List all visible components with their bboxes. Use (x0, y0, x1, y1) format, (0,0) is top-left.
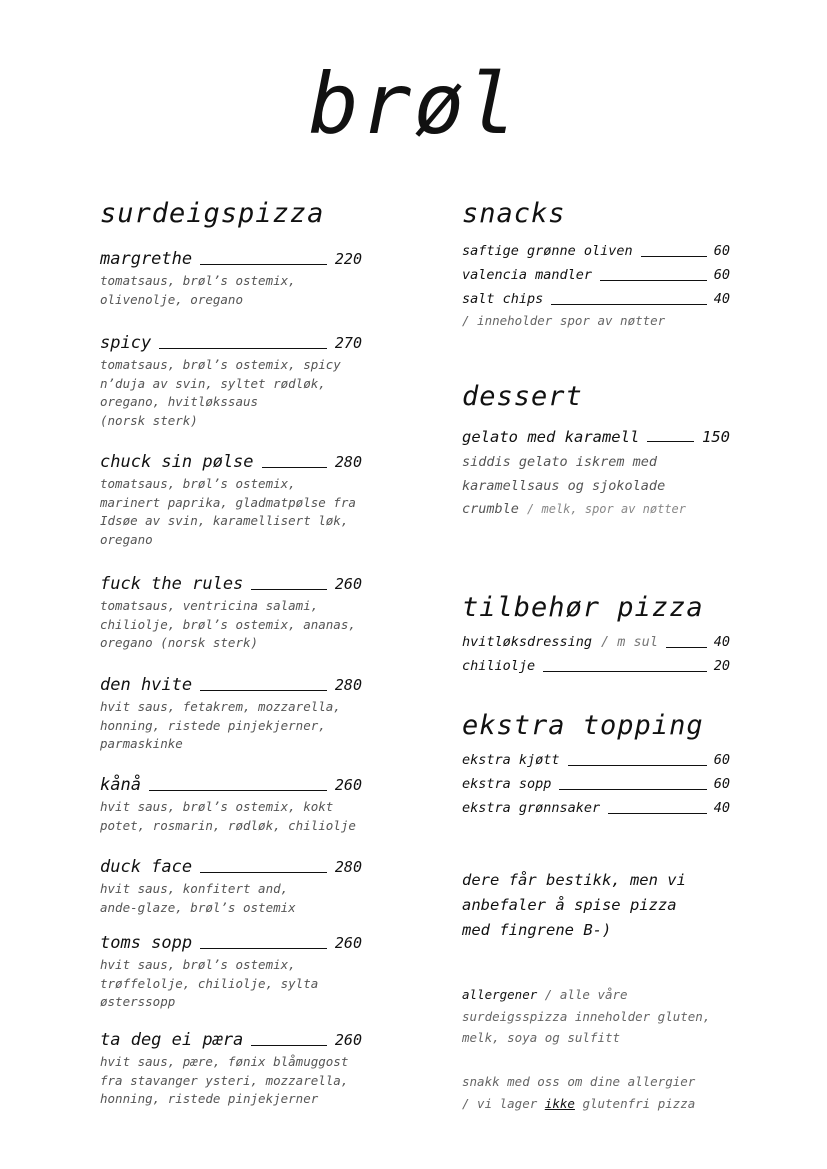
topping-price: 60 (713, 776, 730, 792)
snack-item (462, 290, 730, 308)
dessert-desc-line: siddis gelato iskrem med (462, 454, 658, 470)
pizza-item (100, 933, 362, 1012)
topping-name: ekstra kjøtt (462, 752, 560, 768)
side-item (462, 633, 730, 651)
snack-price: 40 (713, 291, 730, 307)
leader-line (568, 765, 707, 766)
dessert-desc-line: crumble (462, 501, 519, 517)
snack-item (462, 242, 730, 260)
pizza-description: tomatsaus, brøl’s ostemix, spicy n’duja av svin, syltet rødløk, oregano, hvitløkssaus (norsk sterk) (100, 357, 341, 429)
pizza-item (100, 675, 362, 754)
pizza-item (100, 574, 362, 653)
dessert-desc-line: karamellsaus og sjokolade (462, 477, 666, 494)
pizza-item (100, 333, 362, 431)
dessert-name: gelato med karamell (462, 428, 640, 446)
allergen-text: / vi lager (462, 1095, 538, 1111)
pizza-item (100, 452, 362, 550)
leader-line (262, 467, 327, 468)
allergen-text: snakk med oss om dine allergier (462, 1074, 696, 1089)
topping-name: ekstra sopp (462, 776, 552, 792)
allergy-contact (462, 1071, 730, 1114)
topping-name: ekstra grønnsaker (462, 800, 601, 816)
side-name: hvitløksdressing (462, 634, 593, 650)
allergen-text: melk, soya og sulfitt (462, 1030, 621, 1045)
dessert-allergy-note: / melk, spor av nøtter (527, 502, 686, 516)
snack-name: valencia mandler (462, 267, 593, 283)
pizza-description: hvit saus, konfitert and, ande-glaze, brøl’s ostemix (100, 881, 296, 915)
pizza-description: tomatsaus, ventricina salami, chiliolje, brøl’s ostemix, ananas, oregano (norsk sterk) (100, 598, 356, 651)
snack-name: salt chips (462, 291, 544, 307)
leader-line (251, 1045, 327, 1046)
leader-line (200, 948, 327, 949)
pizza-item (100, 249, 362, 309)
snack-price: 60 (713, 243, 730, 259)
pizza-price: 270 (334, 334, 362, 352)
leader-line (200, 264, 327, 265)
leader-line (149, 790, 327, 791)
snack-name: saftige grønne oliven (462, 243, 633, 259)
pizza-name: ta deg ei pæra (100, 1030, 244, 1050)
pizza-name: duck face (100, 857, 193, 877)
pizza-name: fuck the rules (100, 574, 244, 594)
pizza-price: 260 (334, 575, 362, 593)
pizza-description: hvit saus, pære, fønix blåmuggost fra stavanger ysteri, mozzarella, honning, ristede pinjekjerner (100, 1054, 349, 1107)
leader-line (251, 589, 327, 590)
pizza-description: hvit saus, brøl’s ostemix, trøffelolje, chiliolje, sylta østerssopp (100, 957, 319, 1010)
pizza-description: hvit saus, fetakrem, mozzarella, honning, ristede pinjekjerner, parmaskinke (100, 699, 341, 752)
leader-line (551, 304, 706, 305)
side-name: chiliolje (462, 658, 536, 674)
allergen-text: surdeigsspizza inneholder gluten, (462, 1008, 711, 1024)
section-title-tilbehor: tilbehør pizza (462, 592, 704, 623)
pizza-price: 280 (334, 858, 362, 876)
leader-line (159, 348, 327, 349)
pizza-price: 280 (334, 676, 362, 694)
pizza-name: margrethe (100, 249, 193, 269)
pizza-price: 220 (334, 250, 362, 268)
pizza-price: 260 (334, 1031, 362, 1049)
pizza-name: den hvite (100, 675, 193, 695)
topping-price: 60 (713, 752, 730, 768)
closing-message (462, 868, 730, 943)
pizza-name: spicy (100, 333, 152, 353)
pizza-description: tomatsaus, brøl’s ostemix, olivenolje, oregano (100, 273, 296, 307)
snacks-allergy-note: / inneholder spor av nøtter (462, 313, 666, 328)
topping-item (462, 775, 730, 793)
pizza-name: toms sopp (100, 933, 193, 953)
dessert-price: 150 (702, 428, 730, 446)
snack-item (462, 266, 730, 284)
side-price: 40 (713, 634, 730, 650)
section-title-snacks: snacks (462, 198, 566, 229)
topping-item (462, 799, 730, 817)
leader-line (666, 647, 707, 648)
pizza-item (100, 775, 362, 835)
pizza-item (100, 1030, 362, 1109)
leader-line (600, 280, 707, 281)
topping-item (462, 751, 730, 769)
allergen-emphasis: ikke (544, 1095, 575, 1111)
side-price: 20 (713, 658, 730, 674)
dessert-item (462, 426, 730, 446)
topping-price: 40 (713, 800, 730, 816)
closing-line: med fingrene B-) (462, 921, 612, 939)
section-title-pizza: surdeigspizza (100, 198, 325, 229)
pizza-price: 280 (334, 453, 362, 471)
pizza-price: 260 (334, 776, 362, 794)
leader-line (200, 872, 327, 873)
allergen-info (462, 984, 730, 1049)
allergen-text: glutenfri pizza (582, 1095, 696, 1111)
pizza-description: tomatsaus, brøl’s ostemix, marinert paprika, gladmatpølse fra Idsøe av svin, karamellisert løk, oregano (100, 476, 356, 548)
leader-line (641, 256, 707, 257)
leader-line (200, 690, 327, 691)
section-title-ekstra: ekstra topping (462, 710, 704, 741)
closing-line: dere får bestikk, men vi (462, 871, 686, 889)
section-title-dessert: dessert (462, 381, 583, 412)
brand-logo: brøl (308, 55, 519, 153)
pizza-price: 260 (334, 934, 362, 952)
side-note: / m sul (601, 634, 658, 650)
snack-price: 60 (713, 267, 730, 283)
leader-line (647, 441, 694, 442)
pizza-name: kånå (100, 775, 141, 795)
pizza-name: chuck sin pølse (100, 452, 254, 472)
leader-line (559, 789, 706, 790)
allergen-label: allergener (462, 987, 538, 1002)
closing-line: anbefaler å spise pizza (462, 896, 677, 914)
side-item (462, 657, 730, 675)
leader-line (543, 671, 707, 672)
leader-line (608, 813, 707, 814)
dessert-description (462, 451, 730, 522)
pizza-description: hvit saus, brøl’s ostemix, kokt potet, rosmarin, rødløk, chiliolje (100, 799, 356, 833)
allergen-text: / alle våre (544, 987, 628, 1002)
pizza-item (100, 857, 362, 917)
